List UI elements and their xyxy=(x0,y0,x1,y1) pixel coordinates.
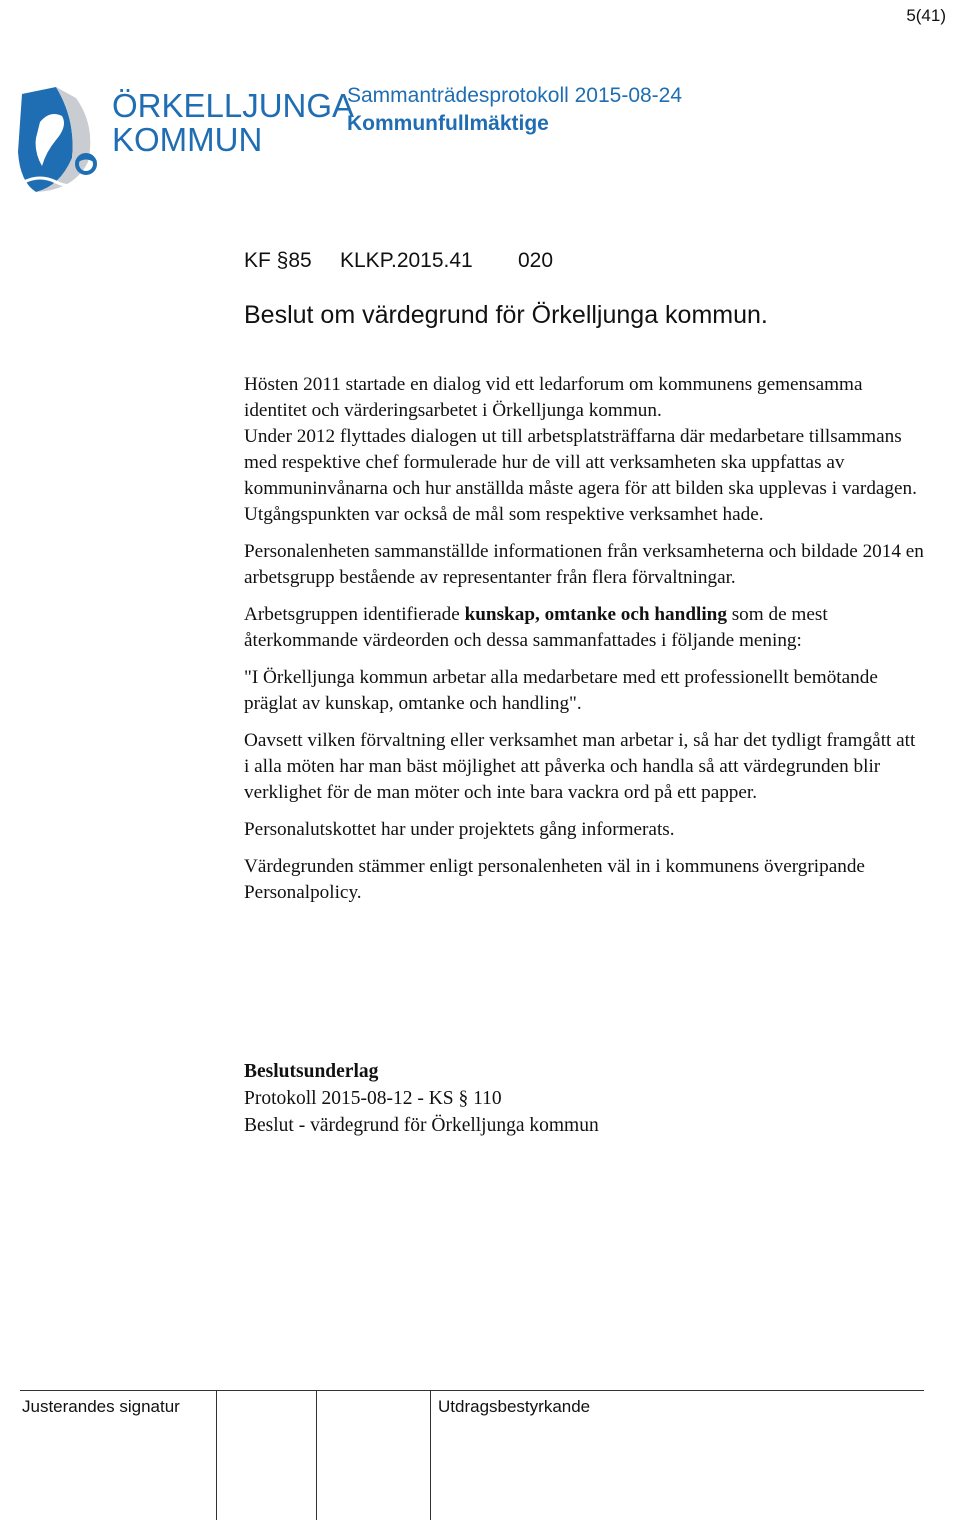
signature-label: Justerandes signatur xyxy=(22,1397,180,1416)
body-paragraph: Värdegrunden stämmer enligt personalenheten väl in i kommunens övergripande Personalpolicy. xyxy=(244,856,865,903)
basis-item: Protokoll 2015-08-12 - KS § 110 xyxy=(244,1088,502,1109)
footer-rule xyxy=(20,1390,924,1391)
decision-basis-heading: Beslutsunderlag xyxy=(244,1061,379,1082)
assembly-name: Kommunfullmäktige xyxy=(347,112,549,135)
protocol-title: Sammanträdesprotokoll 2015-08-24 xyxy=(347,84,683,107)
certification-box xyxy=(430,1391,431,1520)
body-paragraph: Personalenheten sammanställde informationen från verksamheterna och bildade 2014 en arbetsgrupp bestående av representanter från flera förvaltningar. xyxy=(244,541,924,588)
logo-text-line2: KOMMUN xyxy=(112,121,263,158)
case-code: 020 xyxy=(518,249,554,272)
paragraph-number: KF §85 xyxy=(244,249,312,272)
text-run: som de mest återkommande värdeorden och dessa sammanfattades i följande mening: xyxy=(244,604,828,651)
case-number: KLKP.2015.41 xyxy=(340,249,473,272)
page-number: 5(41) xyxy=(906,6,946,25)
case-reference xyxy=(244,249,553,273)
body-paragraph: Hösten 2011 startade en dialog vid ett ledarforum om kommunens gemensamma identitet och värderingsarbetet i Örkelljunga kommun. xyxy=(244,374,863,421)
seal-bell-icon xyxy=(16,82,112,194)
body-paragraph: Oavsett vilken förvaltning eller verksamhet man arbetar i, så har det tydligt framgått att i alla möten har man bäst möjlighet att påverka och handla så att värdegrunden blir verklighet för de man möter och inte bara vackra ord på ett papper. xyxy=(244,730,916,803)
text-run: Arbetsgruppen identifierade xyxy=(244,604,465,625)
logo-text-line1: ÖRKELLJUNGA xyxy=(112,87,355,124)
body-paragraph: Personalutskottet har under projektets gång informerats. xyxy=(244,819,675,840)
key-values: kunskap, omtanke och handling xyxy=(464,604,727,625)
municipality-logo xyxy=(16,82,355,194)
signature-box-1 xyxy=(216,1391,217,1520)
body-paragraph: Under 2012 flyttades dialogen ut till arbetsplatsträffarna där medarbetare tillsammans med respektive chef formulerade hur de vill att verksamheten ska uppfattas av kommuninvånarna och hur anställda måste agera för att bilden ska upplevas i vardagen. Utgångspunkten var också de mål som respektive verksamhet hade. xyxy=(244,426,917,525)
document-body xyxy=(244,372,924,917)
certification-label: Utdragsbestyrkande xyxy=(438,1397,591,1416)
body-paragraph xyxy=(244,602,924,654)
decision-basis xyxy=(244,1058,924,1139)
basis-item: Beslut - värdegrund för Örkelljunga kommun xyxy=(244,1115,599,1136)
signature-box-2 xyxy=(316,1391,317,1520)
value-statement: "I Örkelljunga kommun arbetar alla medarbetare med ett professionellt bemötande präglat av kunskap, omtanke och handling". xyxy=(244,667,878,714)
document-title: Beslut om värdegrund för Örkelljunga kommun. xyxy=(244,301,768,329)
